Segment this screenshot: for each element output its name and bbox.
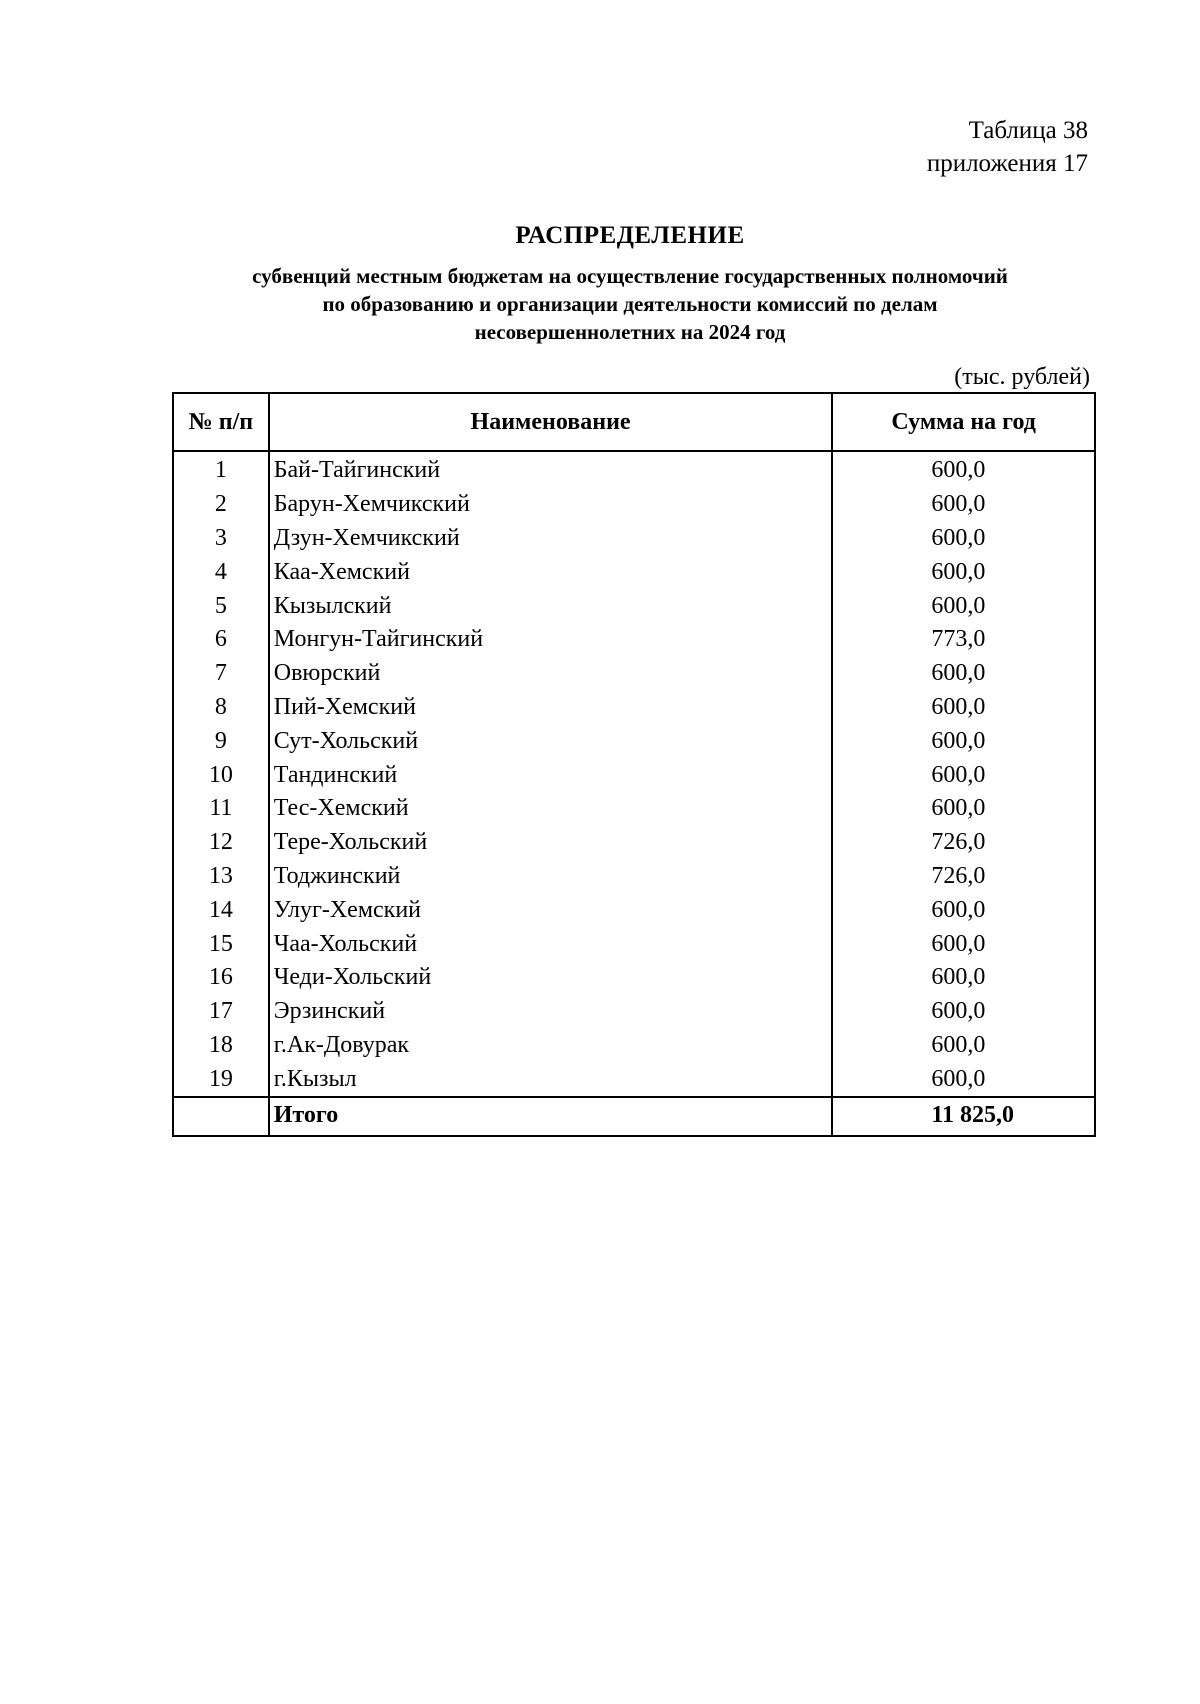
table-row bbox=[173, 589, 1095, 623]
row-sum: 726,0 bbox=[832, 860, 1095, 894]
row-name: Дзун-Хемчикский bbox=[269, 522, 833, 556]
row-sum: 600,0 bbox=[832, 589, 1095, 623]
row-sum: 600,0 bbox=[832, 792, 1095, 826]
row-name: Каа-Хемский bbox=[269, 555, 833, 589]
row-number: 12 bbox=[173, 826, 269, 860]
row-number: 4 bbox=[173, 555, 269, 589]
total-row bbox=[173, 1097, 1095, 1136]
table-row bbox=[173, 758, 1095, 792]
row-number: 7 bbox=[173, 657, 269, 691]
row-name: Монгун-Тайгинский bbox=[269, 623, 833, 657]
table-header-row bbox=[173, 393, 1095, 451]
row-name: Тере-Хольский bbox=[269, 826, 833, 860]
units-label: (тыс. рублей) bbox=[954, 364, 1090, 390]
table-row bbox=[173, 623, 1095, 657]
row-sum: 600,0 bbox=[832, 1062, 1095, 1097]
row-name: Тандинский bbox=[269, 758, 833, 792]
row-number: 15 bbox=[173, 927, 269, 961]
row-sum: 600,0 bbox=[832, 522, 1095, 556]
table-number: Таблица 38 bbox=[968, 117, 1088, 144]
document-title: РАСПРЕДЕЛЕНИЕ bbox=[515, 222, 745, 249]
row-number: 9 bbox=[173, 724, 269, 758]
row-name: Тес-Хемский bbox=[269, 792, 833, 826]
row-sum: 726,0 bbox=[832, 826, 1095, 860]
table-row bbox=[173, 995, 1095, 1029]
table-row bbox=[173, 1029, 1095, 1063]
row-number: 17 bbox=[173, 995, 269, 1029]
row-name: г.Кызыл bbox=[269, 1062, 833, 1097]
table-reference bbox=[927, 114, 1088, 180]
row-name: Сут-Хольский bbox=[269, 724, 833, 758]
row-number: 10 bbox=[173, 758, 269, 792]
row-number: 3 bbox=[173, 522, 269, 556]
header-number: № п/п bbox=[173, 393, 269, 451]
row-name: Пий-Хемский bbox=[269, 691, 833, 725]
table-row bbox=[173, 522, 1095, 556]
row-number: 2 bbox=[173, 488, 269, 522]
row-name: г.Ак-Довурак bbox=[269, 1029, 833, 1063]
row-sum: 600,0 bbox=[832, 657, 1095, 691]
row-sum: 600,0 bbox=[832, 1029, 1095, 1063]
row-number: 14 bbox=[173, 893, 269, 927]
subtitle-line: несовершеннолетних на 2024 год bbox=[474, 320, 786, 344]
total-label: Итого bbox=[269, 1097, 833, 1136]
row-sum: 600,0 bbox=[832, 995, 1095, 1029]
row-number: 18 bbox=[173, 1029, 269, 1063]
row-name: Чаа-Хольский bbox=[269, 927, 833, 961]
total-sum: 11 825,0 bbox=[832, 1097, 1095, 1136]
appendix-number: приложения 17 bbox=[926, 150, 1088, 177]
subtitle-line: по образованию и организации деятельности комиссий по делам bbox=[322, 292, 938, 316]
row-sum: 600,0 bbox=[832, 451, 1095, 488]
header-sum: Сумма на год bbox=[832, 393, 1095, 451]
row-name: Барун-Хемчикский bbox=[269, 488, 833, 522]
table-row bbox=[173, 826, 1095, 860]
row-number: 16 bbox=[173, 961, 269, 995]
row-sum: 600,0 bbox=[832, 758, 1095, 792]
table-row bbox=[173, 1062, 1095, 1097]
row-sum: 773,0 bbox=[832, 623, 1095, 657]
row-sum: 600,0 bbox=[832, 691, 1095, 725]
table-row bbox=[173, 555, 1095, 589]
row-sum: 600,0 bbox=[832, 555, 1095, 589]
distribution-table bbox=[172, 392, 1096, 1137]
row-name: Бай-Тайгинский bbox=[269, 451, 833, 488]
table-row bbox=[173, 792, 1095, 826]
table-row bbox=[173, 657, 1095, 691]
row-number: 5 bbox=[173, 589, 269, 623]
table-row bbox=[173, 451, 1095, 488]
row-number: 13 bbox=[173, 860, 269, 894]
row-name: Улуг-Хемский bbox=[269, 893, 833, 927]
row-number: 19 bbox=[173, 1062, 269, 1097]
table-row bbox=[173, 893, 1095, 927]
row-sum: 600,0 bbox=[832, 927, 1095, 961]
row-name: Эрзинский bbox=[269, 995, 833, 1029]
row-name: Тоджинский bbox=[269, 860, 833, 894]
table-row bbox=[173, 691, 1095, 725]
row-number: 8 bbox=[173, 691, 269, 725]
row-name: Чеди-Хольский bbox=[269, 961, 833, 995]
row-sum: 600,0 bbox=[832, 893, 1095, 927]
header-name: Наименование bbox=[269, 393, 833, 451]
table-row bbox=[173, 961, 1095, 995]
table-body bbox=[173, 451, 1095, 1136]
document-subtitle bbox=[170, 262, 1090, 346]
table-row bbox=[173, 860, 1095, 894]
row-sum: 600,0 bbox=[832, 961, 1095, 995]
row-sum: 600,0 bbox=[832, 488, 1095, 522]
row-number: 11 bbox=[173, 792, 269, 826]
total-number bbox=[173, 1097, 269, 1136]
table-row bbox=[173, 488, 1095, 522]
row-number: 1 bbox=[173, 451, 269, 488]
subtitle-line: субвенций местным бюджетам на осуществление государственных полномочий bbox=[252, 264, 1008, 288]
row-name: Овюрский bbox=[269, 657, 833, 691]
row-number: 6 bbox=[173, 623, 269, 657]
row-sum: 600,0 bbox=[832, 724, 1095, 758]
table-row bbox=[173, 927, 1095, 961]
table-row bbox=[173, 724, 1095, 758]
row-name: Кызылский bbox=[269, 589, 833, 623]
